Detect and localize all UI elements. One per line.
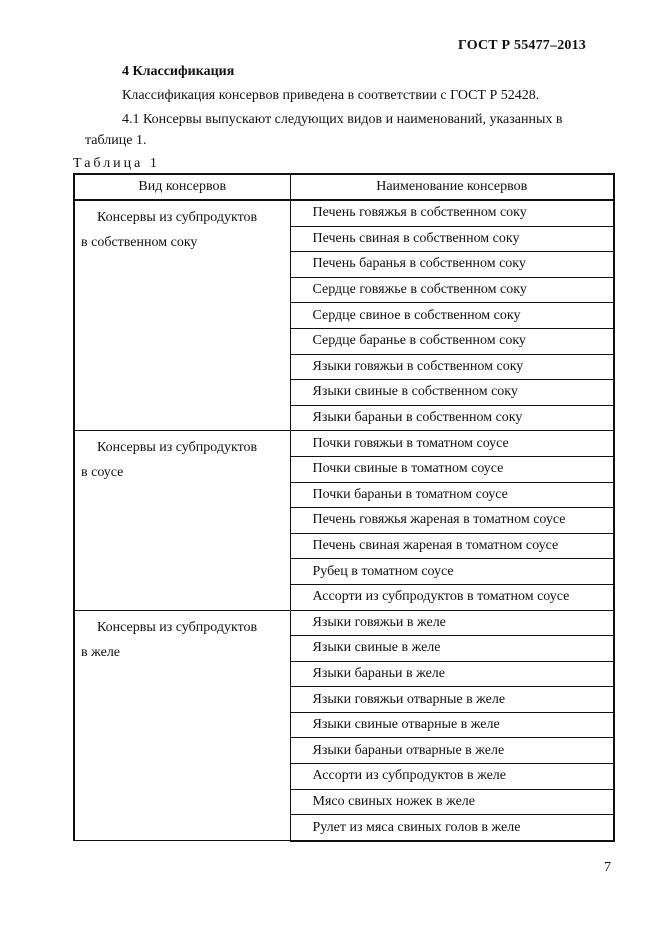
table-header [74,174,614,200]
canned-name-cell: Почки говяжьи в томатном соусе [290,431,614,457]
canned-name-cell: Печень баранья в собственном соку [290,252,614,278]
canned-type-line: Консервы из субпродуктов [97,440,258,456]
canned-name-cell: Печень говяжья жареная в томатном соусе [290,508,614,534]
page-number: 7 [604,860,611,875]
canned-name-cell: Мясо свиных ножек в желе [290,789,614,815]
canned-name-cell: Почки свиные в томатном соусе [290,456,614,482]
section-heading: 4 Классификация [122,64,235,79]
canned-name-cell: Языки бараньи в желе [290,661,614,687]
table-row [74,200,614,226]
canned-name-cell: Печень свиная жареная в томатном соусе [290,533,614,559]
canned-type-cell [74,431,290,610]
canned-name-cell: Печень говяжья в собственном соку [290,200,614,226]
column-header-type: Вид консервов [74,174,290,200]
table-row [74,431,614,457]
canned-type-line: в желе [81,644,121,660]
canned-type-line: в соусе [81,465,124,481]
canned-type-line: в собственном соку [81,235,198,250]
canned-name-cell: Ассорти из субпродуктов в желе [290,764,614,790]
canned-name-cell: Рубец в томатном соусе [290,559,614,585]
canned-name-cell: Языки свиные в собственном соку [290,380,614,406]
canned-name-cell: Сердце свиное в собственном соку [290,303,614,329]
canned-type-cell [74,200,290,431]
canned-name-cell: Ассорти из субпродуктов в томатном соусе [290,584,614,610]
canned-name-cell: Языки говяжьи отварные в желе [290,687,614,713]
canned-name-cell: Языки свиные отварные в желе [290,712,614,738]
clause-4-1-paragraph-continuation: таблице 1. [85,133,147,148]
canned-name-cell: Языки говяжьи в собственном соку [290,354,614,380]
table-body [74,200,614,841]
canned-name-cell: Языки бараньи отварные в желе [290,738,614,764]
document-standard-number: ГОСТ Р 55477–2013 [457,38,586,53]
canned-type-line: Консервы из субпродуктов [97,619,258,635]
clause-4-1-paragraph: 4.1 Консервы выпускают следующих видов и наименований, указанных в [122,112,563,127]
canned-name-cell: Рулет из мяса свиных голов в желе [290,815,614,841]
classification-paragraph: Классификация консервов приведена в соответствии с ГОСТ Р 52428. [122,88,540,103]
canned-name-cell: Языки бараньи в собственном соку [290,405,614,431]
canned-name-cell: Сердце баранье в собственном соку [290,328,614,354]
canned-name-cell: Сердце говяжье в собственном соку [290,277,614,303]
table-row [74,610,614,636]
canned-goods-table [73,173,615,842]
canned-type-cell [74,610,290,841]
canned-type-line: Консервы из субпродуктов [97,210,258,225]
column-header-name: Наименование консервов [290,174,614,200]
canned-name-cell: Печень свиная в собственном соку [290,226,614,252]
canned-name-cell: Языки свиные в желе [290,636,614,662]
canned-name-cell: Языки говяжьи в желе [290,610,614,636]
table-header-row [74,174,614,200]
canned-name-cell: Почки бараньи в томатном соусе [290,482,614,508]
table-caption: Таблица 1 [73,156,160,171]
